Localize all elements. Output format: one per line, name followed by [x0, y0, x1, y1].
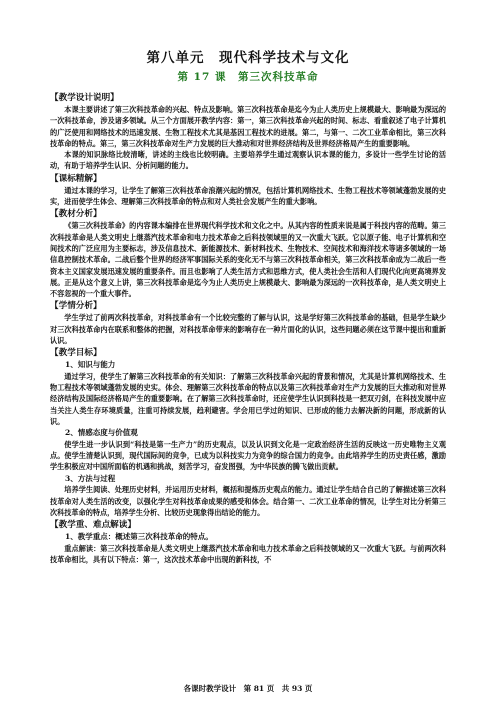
section-heading: 【教材分析】: [50, 209, 102, 220]
document-section: [50, 347, 446, 518]
document-section: [50, 208, 446, 299]
section-heading: 【学情分析】: [50, 301, 102, 312]
document-section: [50, 519, 446, 565]
unit-title: 第八单元 现代科学技术与文化: [146, 50, 350, 66]
subsection: [50, 531, 446, 565]
section-heading: 【课标精解】: [50, 173, 102, 184]
paragraph: 通过学习，使学生了解第三次科技革命的有关知识：了解第三次科技革命兴起的背景和情况，尤其是计算机网络技术、生物工程技术等领域蓬勃发展的史实。体会、理解第三次科技革命的特点以及第三次科技革命对生产力发展的巨大推动和对世界经济结构及国际经济格局产生的重要影响。在了解第三次科技革命时，还应使学生认识到科技是一把双刃剑，在科技发展中应当关注人类生存环境质量，注重可持续发展，趋利避害。学会用已学过的知识、已形成的能力去解决新的问题，形成新的认识。: [50, 371, 446, 427]
subsection: [50, 473, 446, 518]
subsection-title: 1、知识与能力: [65, 360, 116, 370]
paragraph: 使学生进一步认识到“科技是第一生产力”的历史观点，以及认识到文化是一定政治经济生活的反映这一历史唯物主义观点。使学生清楚认识到，现代国际间的竞争，已成为以科技实力为竞争的综合国力的竞争。由此培养学生的历史责任感，激励学生积极应对中国所面临的机遇和挑战，刻苦学习，奋发图强，为中华民族的腾飞做出贡献。: [50, 439, 446, 472]
section-heading: 【教学重、难点解读】: [50, 520, 136, 531]
subsection: [50, 359, 446, 427]
section-heading: 【教学目标】: [50, 348, 102, 359]
paragraph: 重点解读：第三次科技革命是人类文明史上继蒸汽技术革命和电力技术革命之后科技领域的又一次重大飞跃。与前两次科技革命相比，具有以下特点：第一，这次技术革命中出现的新科技，不: [50, 543, 446, 564]
subsection-title: 2、情感态度与价值观: [65, 428, 138, 438]
document-section: [50, 92, 446, 172]
paragraph: 学生学过了前两次科技革命，对科技革命有一个比较完整的了解与认识，这是学好第三次科技革命的基础，但是学生缺少对三次科技革命内在联系和整体的把握，对科技革命带来的影响存在一种片面化的认识，这些问题必须在这节课中提出和重新认识。: [50, 313, 446, 346]
lesson-title: 第 17 课 第三次科技革命: [177, 71, 319, 83]
subsection-title: 3、方法与过程: [65, 473, 116, 483]
section-heading: 【教学设计说明】: [50, 93, 119, 103]
paragraph: 通过本课的学习，让学生了解第三次科技革命浪潮兴起的情况，包括计算机网络技术、生物工程技术等领域蓬勃发展的史实，进而使学生体会、理解第三次科技革命的特点和对人类社会发展产生的重大影响。: [50, 185, 446, 207]
document-body: [50, 92, 446, 565]
paragraph: 培养学生阅读、处理历史材料，并运用历史材料，概括和提炼历史观点的能力。通过让学生结合自己的了解描述第三次科技革命对人类生活的改变，以强化学生对科技革命成果的感受和体会。结合第一、二次工业革命的情况，让学生对比分析第三次科技革命的特点，培养学生分析、比较历史现象得出结论的能力。: [50, 485, 446, 517]
paragraph: 《第三次科技革命》的内容课本编排在世界现代科学技术和文化之中。从其内容的性质来说是属于科技内容的范畴。第三次科技革命是人类文明史上继蒸汽技术革命和电力技术革命之后科技领域里的又一次重大飞跃。它以原子能、电子计算机和空间技术的广泛应用为主要标志，涉及信息技术、新能源技术、新材料技术、生物技术、空间技术和海洋技术等诸多领域的一场信息控制技术革命。二战后整个世界的经济军事国际关系的变化无不与第三次科技革命相关，第三次科技革命成为二战后一些资本主义国家发展迅速发展的重要条件。而且也影响了人类生活方式和思维方式，使人类社会生活和人们现代化向更高境界发展。正是从这个意义上讲，第三次科技革命是迄今为止人类历史上规模最大、影响最为深远的一次科技革命，是人类文明史上不容忽视的一个重大事件。: [50, 221, 446, 299]
page-footer: 各课时教学设计 第 81 页 共 93 页: [183, 684, 313, 693]
document-section: [50, 300, 446, 346]
paragraph: 本课的知识脉络比较清晰，讲述的主线也比较明确。主要培养学生通过观察认识本课的能力，多设计一些学生讨论的活动，有助于培养学生认识、分析问题的能力。: [50, 150, 446, 171]
subsection-title: 1、教学重点：概述第三次科技革命的特点。: [65, 532, 213, 542]
document-section: [50, 173, 446, 208]
paragraph: 本课主要讲述了第三次科技革命的兴起、特点及影响。第三次科技革命是迄今为止人类历史上规模最大、影响最为深远的一次科技革命，涉及诸多领域。从三个方面展开教学内容：第一，第三次科技革命兴起的时间、标志、看重叙述了电子计算机的广泛使用和网络技术的迅速发展、生物工程技术尤其是基因工程技术的进展。第二，与第一、二次工业革命相比，第三次科技革命的特点。第三，第三次科技革命对生产力发展的巨大推动和对世界经济结构及世界经济格局产生的重要影响。: [50, 105, 446, 148]
subsection: [50, 427, 446, 472]
